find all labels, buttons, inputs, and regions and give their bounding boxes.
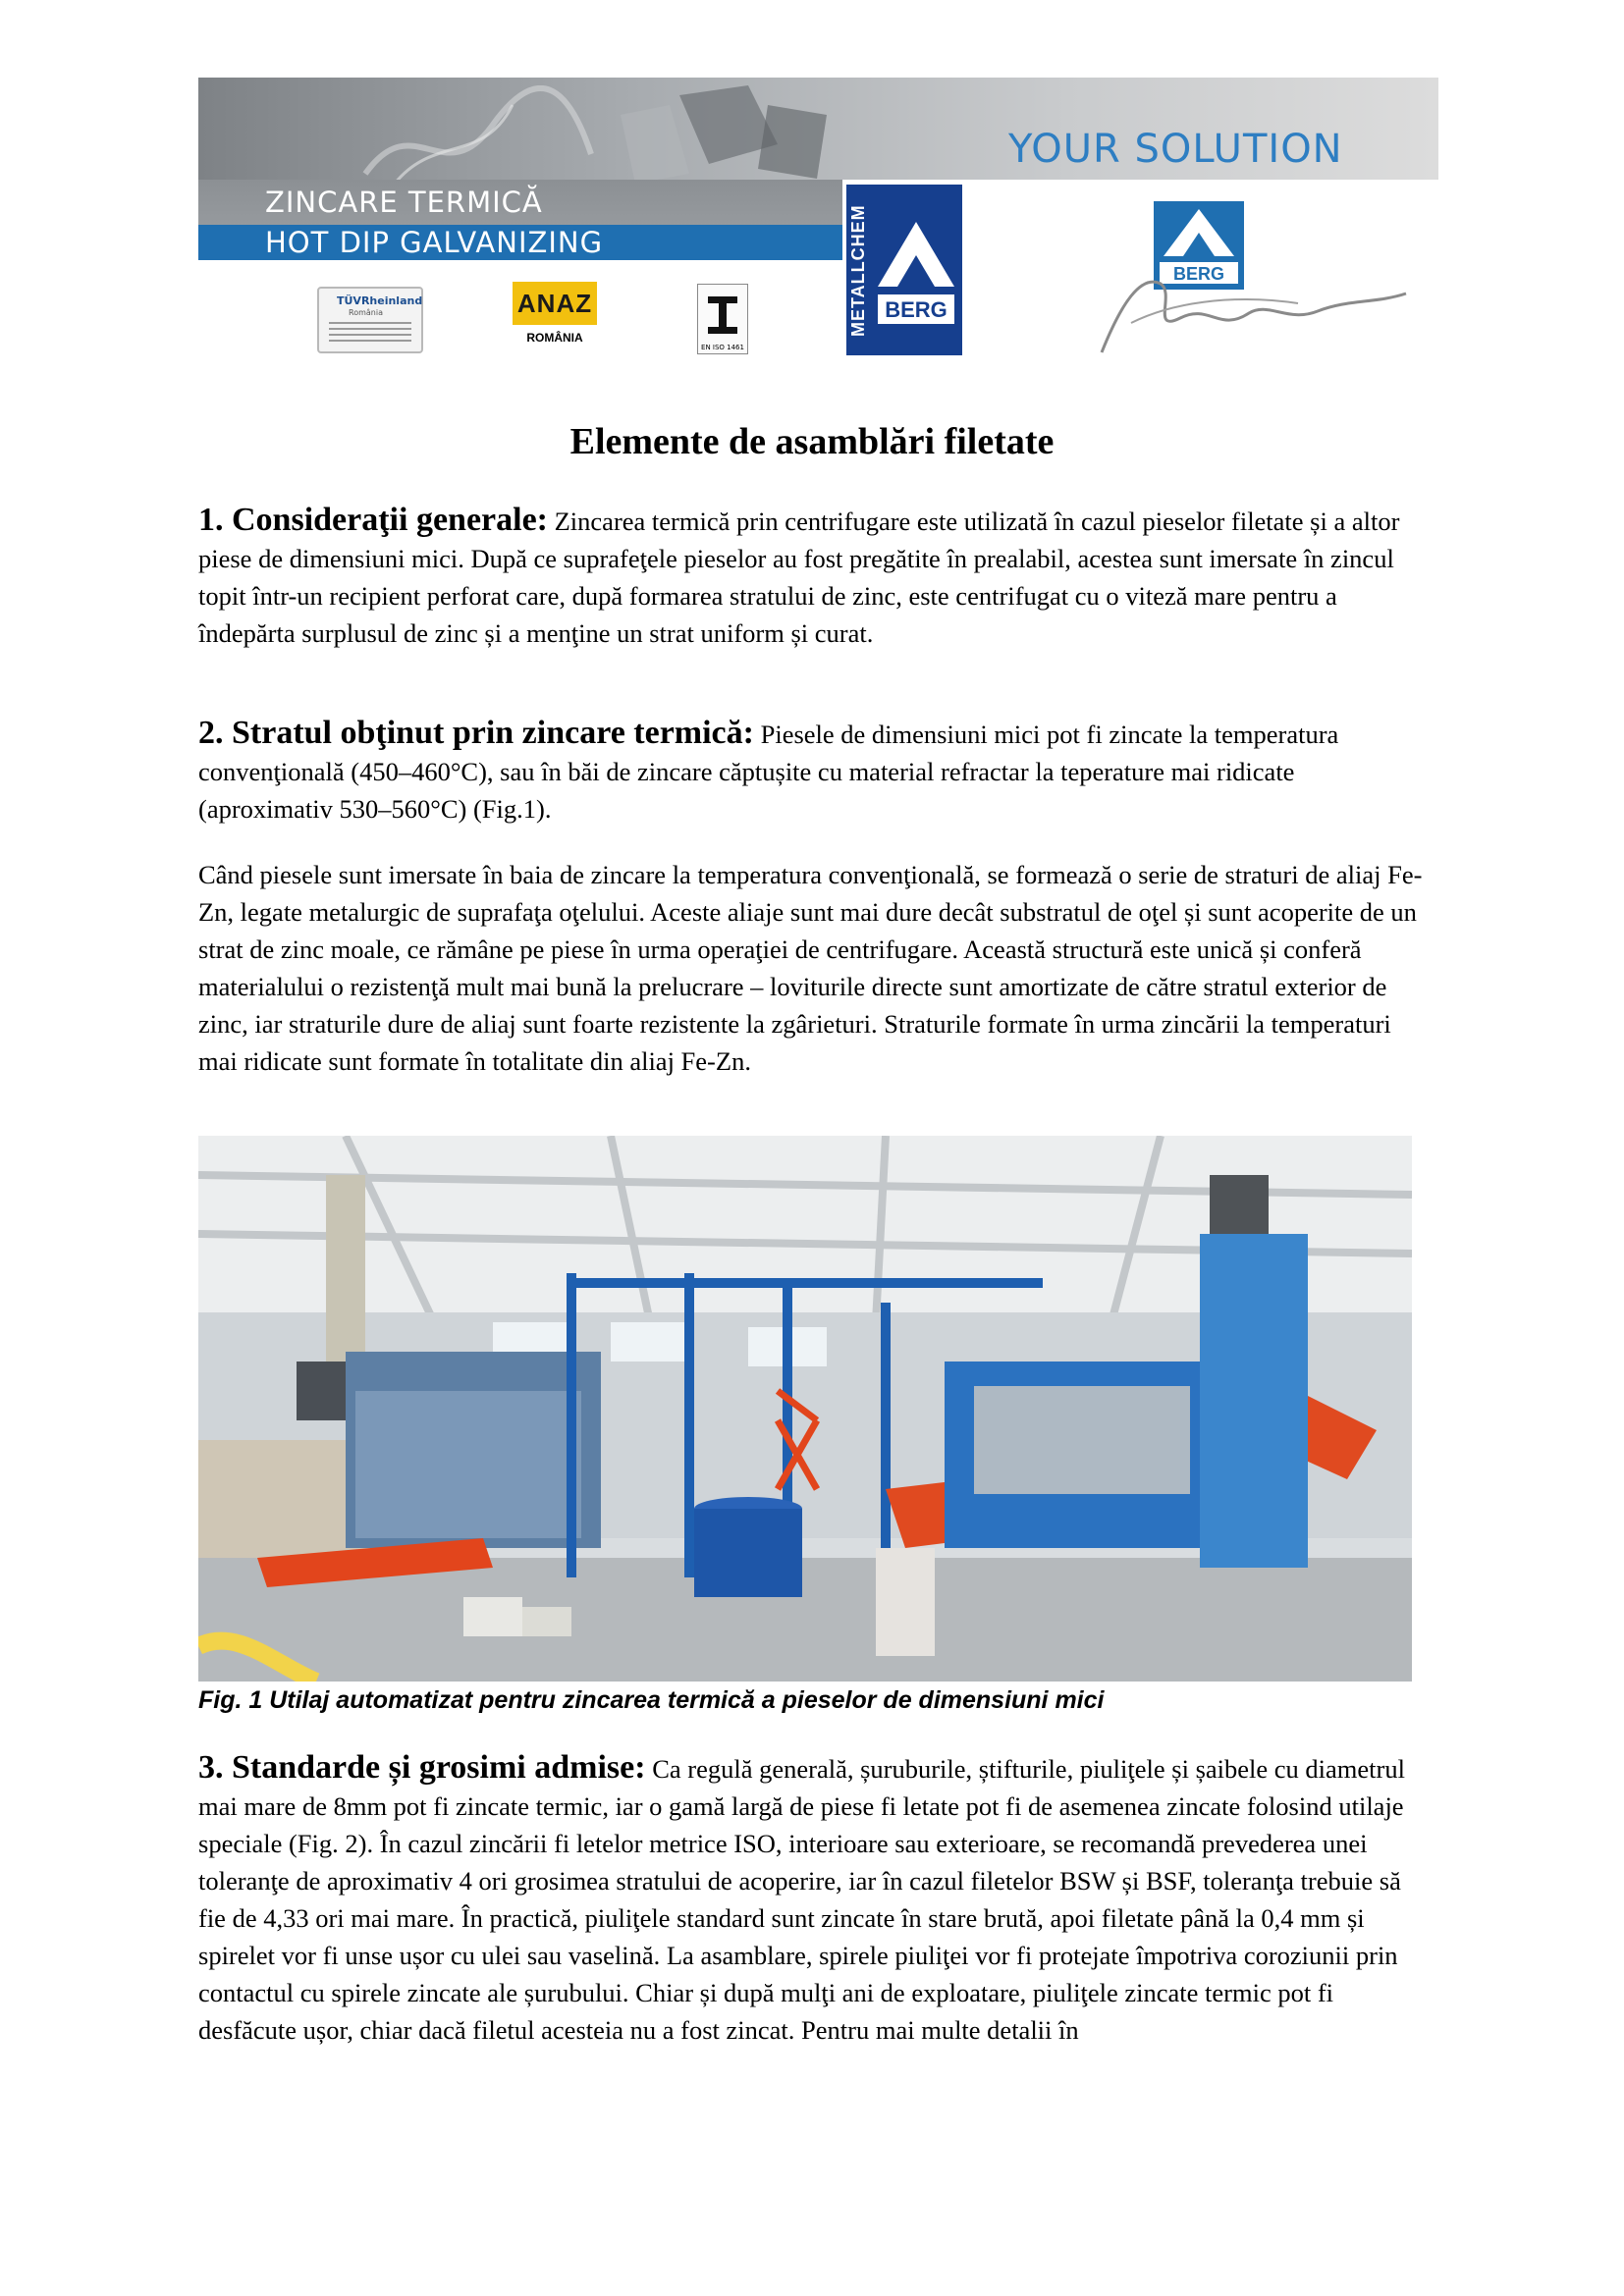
document-title: Elemente de asamblări filetate: [569, 421, 1055, 462]
galvanizing-equipment-photo: [198, 1136, 1412, 1682]
metallchem-label: METALLCHEM: [848, 204, 868, 338]
tagline: YOUR SOLUTION: [1008, 127, 1343, 172]
svg-text:BERG: BERG: [1172, 264, 1225, 284]
section-body: Când piesele sunt imersate în baia de zincare la temperatura convenţională, se formează o serie de straturi de aliaj Fe-Zn, legate metalurgic de suprafaţa oţelului. Aceste aliaje sunt mai dure decât substratul de oţel și sunt acoperite de un strat de zinc moale, ce rămâne pe piese în urma operaţiei de centrifugare. Această structură este unică și conferă materialului o rezistenţă mult mai bună la prelucrare – loviturile directe sunt amortizate de către stratul exterior de zinc, iar straturile dure de aliaj sunt foarte rezistente la zgârieturi. Straturile formate în urma zincării la temperaturi mai ridicate sunt formate în totalitate din aliaj Fe-Zn.: [198, 860, 1423, 1076]
tuv-sublabel: România: [349, 308, 383, 317]
section-heading: 3. Standarde și grosimi admise:: [198, 1749, 646, 1786]
section-heading: 1. Consideraţii generale:: [198, 502, 548, 538]
section-body: Zincarea termică prin centrifugare este utilizată în cazul pieselor filetate și a altor piese de dimensiuni mici. După ce suprafeţele pieselor au fost pregătite în prealabil, acestea sunt imersate în zincul topit într-un recipient perforat care, după formarea stratului de zinc, este centrifugat cu o viteză mare pentru a îndepărta surplusul de zinc și a menţine un strat uniform și curat.: [198, 507, 1400, 648]
factory-photo-illustration: [198, 1136, 1412, 1682]
section-zinc-layer: [198, 715, 1428, 828]
iso-standard-badge: [697, 284, 748, 354]
iso-label: EN ISO 1461: [701, 344, 744, 351]
metallchem-berg-logo: [846, 185, 962, 355]
figure-caption: Fig. 1 Utilaj automatizat pentru zincarea termică a pieselor de dimensiuni mici: [198, 1686, 1105, 1714]
section-heading: 2. Stratul obţinut prin zincare termică:: [198, 715, 754, 751]
anaz-sublabel: ROMÂNIA: [526, 331, 583, 345]
tuv-fineprint: [329, 322, 411, 346]
banner-sketch-graphic: [355, 85, 866, 193]
section-body: Piesele de dimensiuni mici pot fi zincate la temperatura convenţională (450–460°C), sau în băi de zincare căptușite cu material refractar la teperature mai ridicate (aproximativ 530–560°C) (Fig.1).: [198, 720, 1339, 824]
anaz-logo: [513, 282, 597, 352]
tuv-certification-badge: [317, 287, 423, 353]
berg-triangle-logo-icon: [876, 216, 956, 334]
anaz-label: ANAZ: [513, 282, 597, 325]
section-standards-thickness: [198, 1749, 1428, 2049]
section-general-considerations: [198, 502, 1428, 652]
svg-text:BERG: BERG: [885, 297, 947, 322]
header-banner: [198, 78, 1438, 358]
handwritten-signature: [1082, 264, 1416, 358]
banner-title-en: HOT DIP GALVANIZING: [265, 226, 604, 259]
tuv-label: TÜVRheinland: [337, 294, 423, 307]
section-zinc-layer-details: [198, 856, 1428, 1080]
banner-title-ro: ZINCARE TERMICĂ: [265, 186, 543, 219]
section-body: Ca regulă generală, șuruburile, știfturile, piuliţele și șaibele cu diametrul mai mare de 8mm pot fi zincate termic, iar o gamă largă de piese fi letate pot fi de asemenea zincate folosind utilaje speciale (Fig. 2). În cazul zincării fi letelor metrice ISO, interioare sau exterioare, se recomandă prevederea unei toleranţe de aproximativ 4 ori grosimea stratului de acoperire, iar în cazul filetelor BSW și BSF, toleranţa trebuie să fie de 4,33 ori mai mare. În practică, piuliţele standard sunt zincate în stare brută, apoi filetate până la 0,4 mm și spirelet vor fi unse ușor cu ulei sau vaselină. La asamblare, spirele piuliţei vor fi protejate împotriva coroziunii prin contactul cu spirele zincate ale șurubului. Chiar și după mulţi ani de exploatare, piuliţele zincate termic pot fi desfăcute ușor, chiar dacă filetul acesteia nu a fost zincat. Pentru mai multe detalii în: [198, 1754, 1405, 2045]
